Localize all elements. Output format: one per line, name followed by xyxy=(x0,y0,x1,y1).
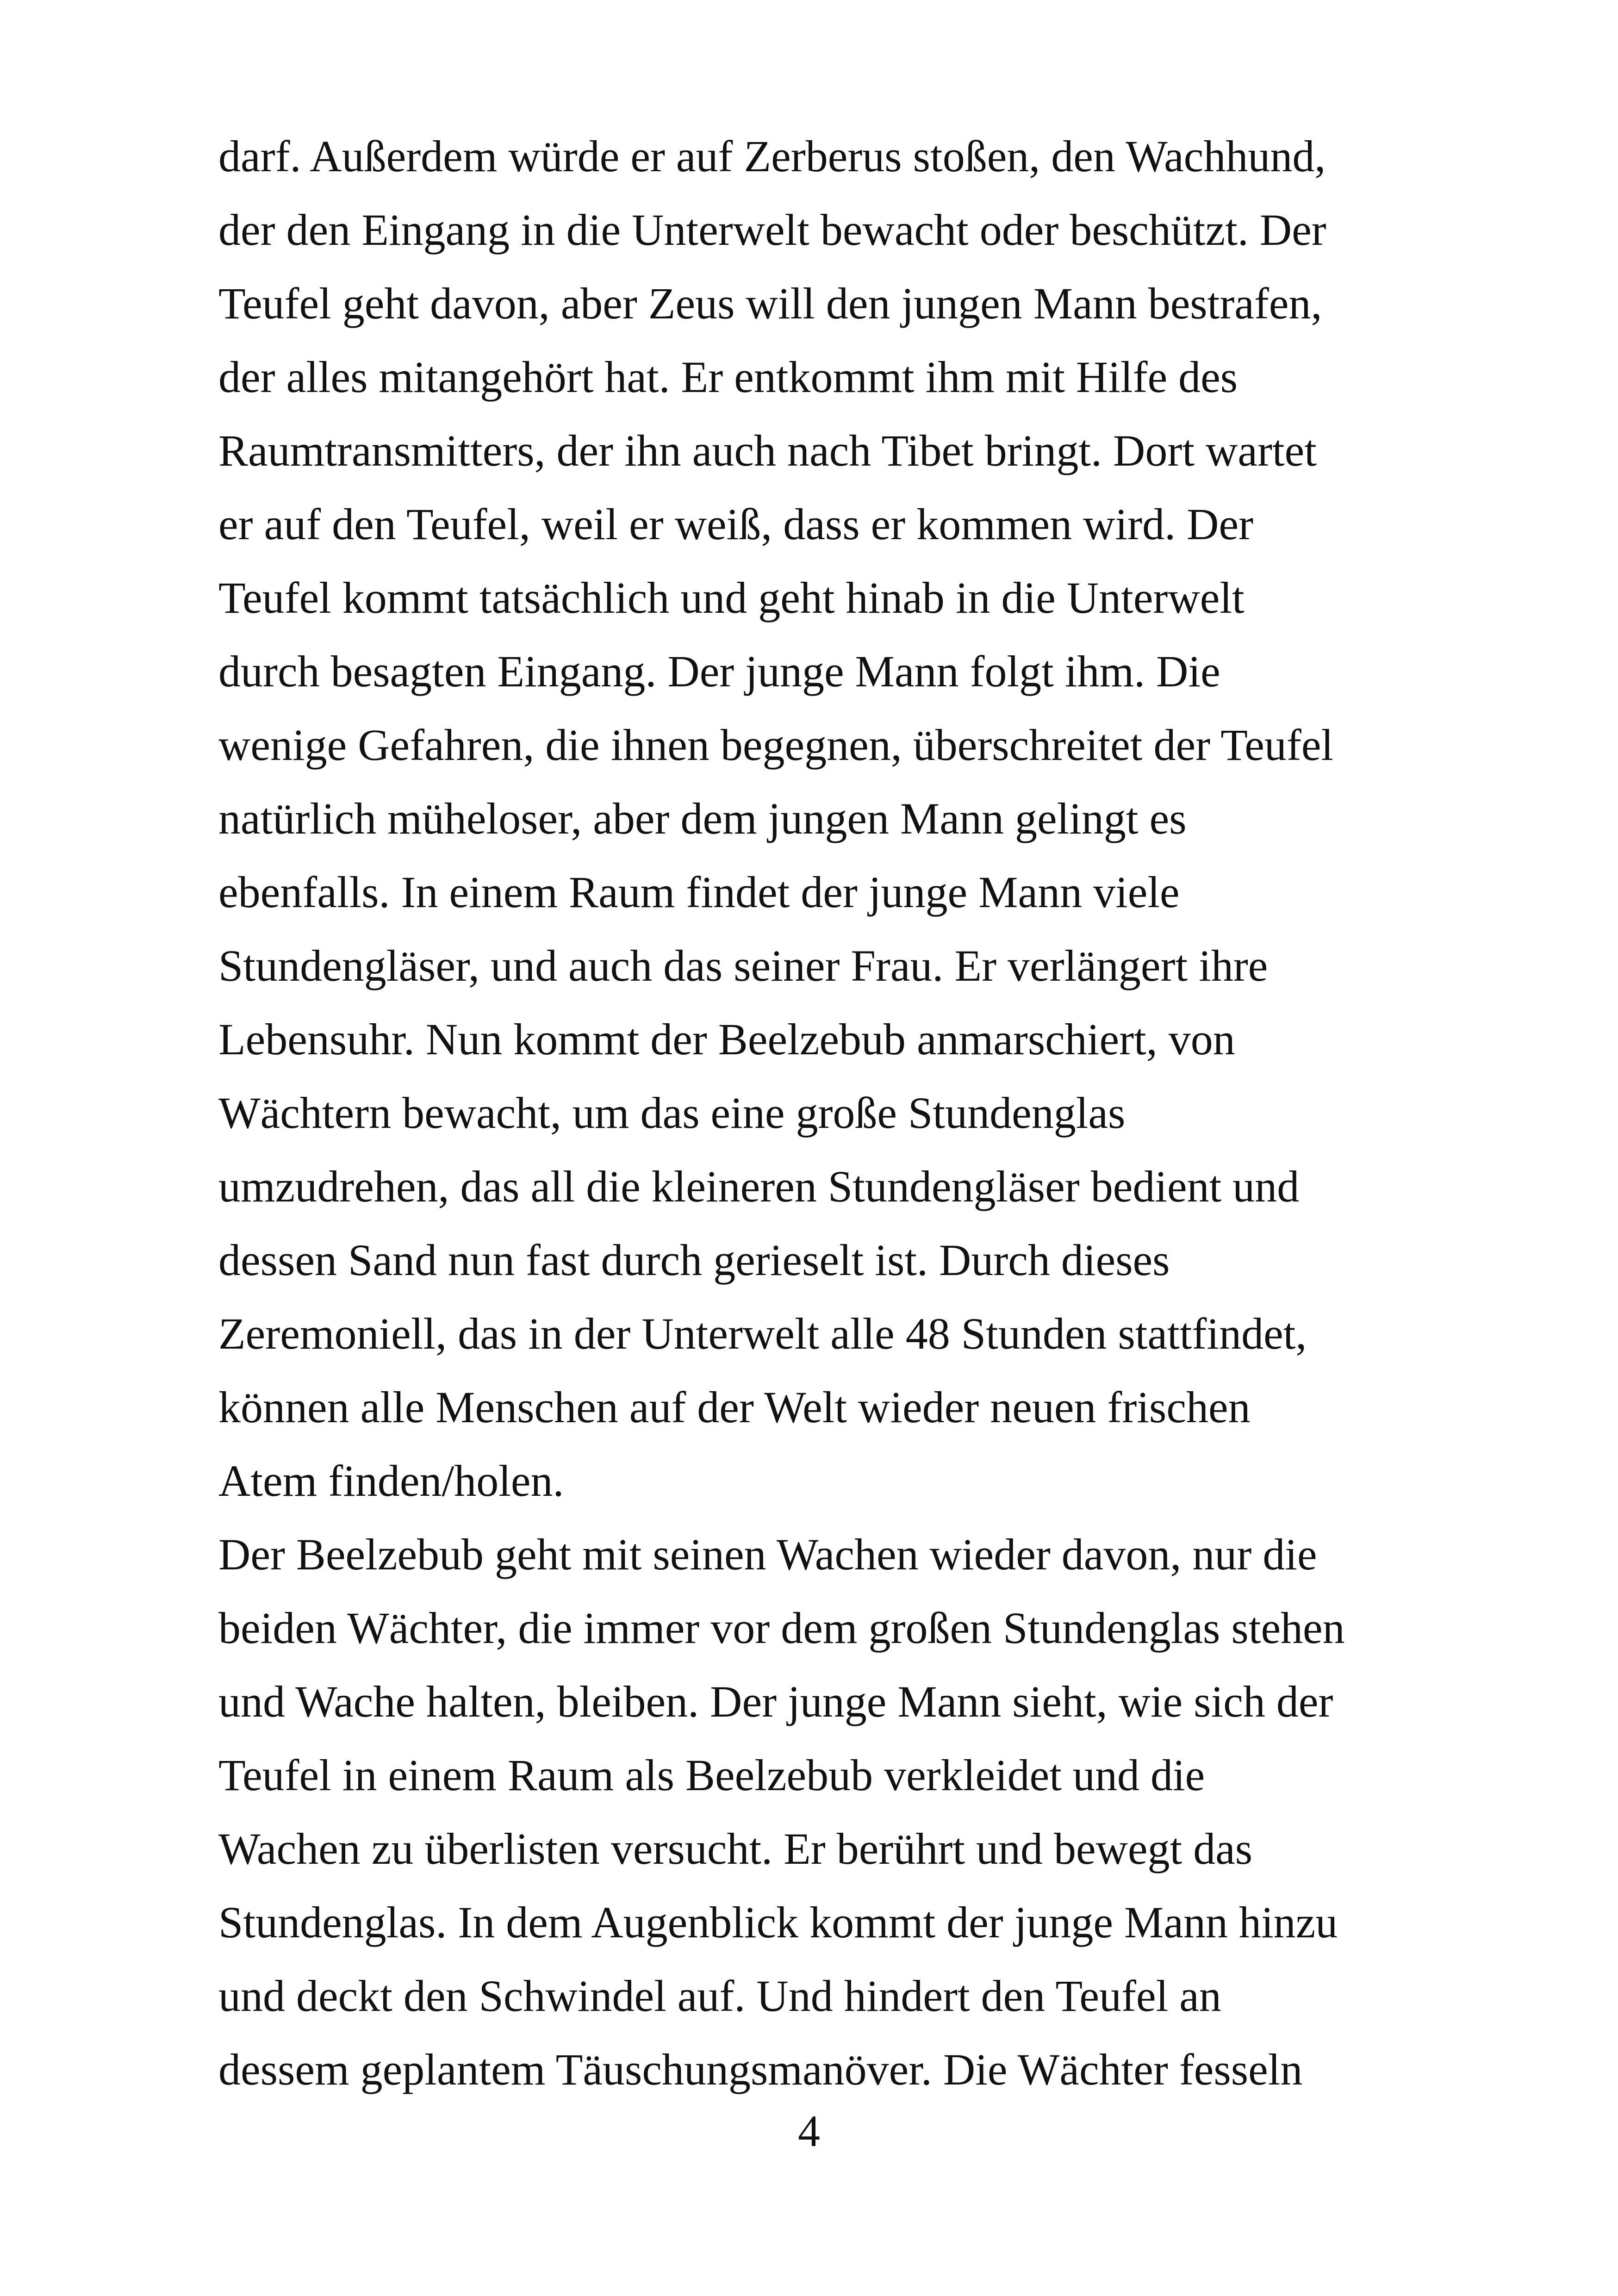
text-line: Stundengläser, und auch das seiner Frau. Er verlängert ihre xyxy=(218,941,1268,990)
text-line: Stundenglas. In dem Augenblick kommt der junge Mann hinzu xyxy=(218,1898,1338,1947)
text-line: Teufel in einem Raum als Beelzebub verkleidet und die xyxy=(218,1750,1205,1800)
text-line: Wachen zu überlisten versucht. Er berührt und bewegt das xyxy=(218,1824,1253,1873)
page-number: 4 xyxy=(798,2106,820,2156)
text-line: darf. Außerdem würde er auf Zerberus stoßen, den Wachhund, xyxy=(218,131,1326,181)
text-line: Raumtransmitters, der ihn auch nach Tibet bringt. Dort wartet xyxy=(218,426,1317,475)
text-line: dessem geplantem Täuschungsmanöver. Die Wächter fesseln xyxy=(218,2045,1303,2094)
text-line: beiden Wächter, die immer vor dem großen Stundenglas stehen xyxy=(218,1603,1345,1653)
text-line: Teufel kommt tatsächlich und geht hinab in die Unterwelt xyxy=(218,573,1245,622)
text-line: Zeremoniell, das in der Unterwelt alle 48 Stunden stattfindet, xyxy=(218,1309,1307,1358)
text-line: Teufel geht davon, aber Zeus will den jungen Mann bestrafen, xyxy=(218,279,1322,328)
text-line: Lebensuhr. Nun kommt der Beelzebub anmarschiert, von xyxy=(218,1014,1235,1064)
text-line: umzudrehen, das all die kleineren Stundengläser bedient und xyxy=(218,1162,1300,1211)
text-line: Atem finden/holen. xyxy=(218,1456,564,1506)
text-line: der alles mitangehört hat. Er entkommt ihm mit Hilfe des xyxy=(218,352,1238,402)
text-line: Wächtern bewacht, um das eine große Stundenglas xyxy=(218,1088,1126,1138)
text-line: dessen Sand nun fast durch gerieselt ist. Durch dieses xyxy=(218,1235,1170,1285)
text-line: Der Beelzebub geht mit seinen Wachen wieder davon, nur die xyxy=(218,1530,1317,1579)
text-line: der den Eingang in die Unterwelt bewacht oder beschützt. Der xyxy=(218,205,1326,255)
text-line: und Wache halten, bleiben. Der junge Mann sieht, wie sich der xyxy=(218,1677,1333,1726)
text-line: natürlich müheloser, aber dem jungen Mann gelingt es xyxy=(218,794,1187,843)
text-line: durch besagten Eingang. Der junge Mann folgt ihm. Die xyxy=(218,647,1220,696)
body-text xyxy=(218,119,1422,2106)
text-line: er auf den Teufel, weil er weiß, dass er kommen wird. Der xyxy=(218,499,1254,549)
text-line: ebenfalls. In einem Raum findet der junge Mann viele xyxy=(218,867,1180,917)
text-line: können alle Menschen auf der Welt wieder neuen frischen xyxy=(218,1382,1251,1432)
text-line: wenige Gefahren, die ihnen begegnen, überschreitet der Teufel xyxy=(218,720,1334,770)
text-line: und deckt den Schwindel auf. Und hindert den Teufel an xyxy=(218,1971,1221,2021)
